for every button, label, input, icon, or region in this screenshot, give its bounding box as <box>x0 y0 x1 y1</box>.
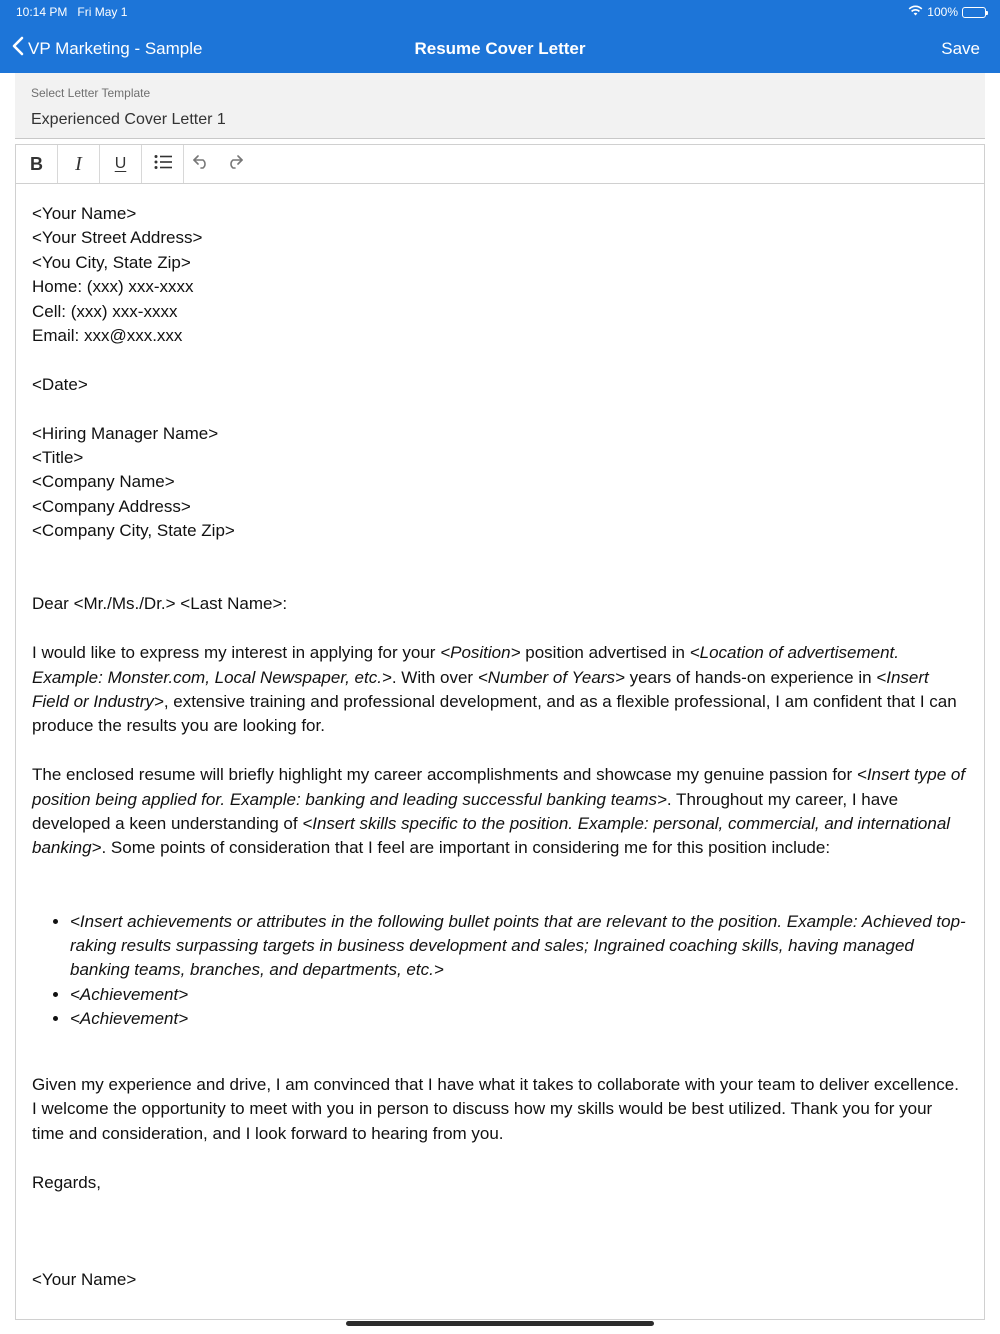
sender-street: <Your Street Address> <box>32 228 203 248</box>
closing: Regards, <box>32 1172 101 1192</box>
blank-line <box>32 397 968 421</box>
blank-line <box>32 544 968 568</box>
navigation-bar <box>0 0 1000 73</box>
template-label: Select Letter Template <box>31 86 151 100</box>
undo-button[interactable] <box>184 145 218 183</box>
letter-editor[interactable] <box>15 144 985 1320</box>
blank-line <box>32 1056 968 1073</box>
recipient-company: <Company Name> <box>32 472 175 492</box>
blank-line <box>32 1244 968 1268</box>
blank-line <box>32 1195 968 1219</box>
status-time: 10:14 PM Fri May 1 <box>16 5 128 19</box>
recipient-address: <Company Address> <box>32 496 191 516</box>
blank-line <box>32 739 968 763</box>
letter-body[interactable] <box>16 184 984 1293</box>
list-item: • <Achievement> <box>70 983 968 1007</box>
home-indicator[interactable] <box>346 1321 654 1326</box>
blank-line <box>32 617 968 641</box>
achievement-list <box>70 910 968 1032</box>
recipient-title: <Title> <box>32 448 84 468</box>
template-value: Experienced Cover Letter 1 <box>31 111 226 128</box>
sender-email: Email: xxx@xxx.xxx <box>32 326 183 346</box>
battery-icon <box>962 7 986 18</box>
page-title: Resume Cover Letter <box>414 39 586 58</box>
list-item: • <Achievement> <box>70 1007 968 1031</box>
undo-icon <box>192 155 210 174</box>
bullet-list-icon <box>154 154 172 175</box>
blank-line <box>32 885 968 909</box>
letter-date: <Date> <box>32 374 88 394</box>
status-right <box>908 5 986 19</box>
blank-line <box>32 348 968 372</box>
sender-city: <You City, State Zip> <box>32 252 191 272</box>
salutation: Dear <Mr./Ms./Dr.> <Last Name>: <box>32 594 288 614</box>
sender-cell-phone: Cell: (xxx) xxx-xxxx <box>32 301 178 321</box>
bullet-list-button[interactable] <box>142 145 184 183</box>
redo-button[interactable] <box>218 145 252 183</box>
underline-button[interactable]: U <box>100 145 142 183</box>
save-button[interactable]: Save <box>941 39 980 58</box>
blank-line <box>32 1032 968 1056</box>
recipient-name: <Hiring Manager Name> <box>32 423 219 443</box>
wifi-icon <box>908 5 923 19</box>
blank-line <box>32 568 968 592</box>
paragraph-interest: I would like to express my interest in applying for your <Position> position advertised in <Location of advertisement. Example: Monster.com, Local Newspaper, etc.>. With over <Number of Years> years of hands-on experience in <Insert Field or Industry>, extensive training and professional development, and as a flexible professional, I am confident that I can produce the results you are looking for. <box>32 643 957 736</box>
battery-percent: 100% <box>927 5 958 19</box>
sender-home-phone: Home: (xxx) xxx-xxxx <box>32 277 194 297</box>
formatting-toolbar <box>16 145 984 184</box>
paragraph-closing: Given my experience and drive, I am convinced that I have what it takes to collaborate with your team to deliver excellence. I welcome the opportunity to meet with you in person to discuss how my skills would be best utilized. Thank you for your time and consideration, and I look forward to hearing from you. <box>32 1075 959 1143</box>
bold-button[interactable]: B <box>16 145 58 183</box>
italic-button[interactable]: I <box>58 145 100 183</box>
sender-name: <Your Name> <box>32 204 137 223</box>
blank-line <box>32 1219 968 1243</box>
blank-line <box>32 1146 968 1170</box>
status-bar <box>0 0 1000 24</box>
letter-template-select[interactable] <box>15 73 985 139</box>
list-item: • <Insert achievements or attributes in the following bullet points that are relevant to the position. Example: Achieved top-raking results surpassing targets in business development and sales; Ingrained coaching skills, having managed banking teams, branches, and departments, etc.> <box>70 910 968 983</box>
back-label: VP Marketing - Sample <box>28 38 203 58</box>
paragraph-resume: The enclosed resume will briefly highlight my career accomplishments and showcase my genuine passion for <Insert type of position being applied for. Example: banking and leading successful banking teams>. Throughout my career, I have developed a keen understanding of <Insert skills specific to the position. Example: personal, commercial, and international banking>. Some points of consideration that I feel are important in considering me for this position include: <box>32 765 966 858</box>
signature: <Your Name> <box>32 1270 137 1290</box>
redo-icon <box>226 155 244 174</box>
blank-line <box>32 861 968 885</box>
recipient-city: <Company City, State Zip> <box>32 521 235 541</box>
